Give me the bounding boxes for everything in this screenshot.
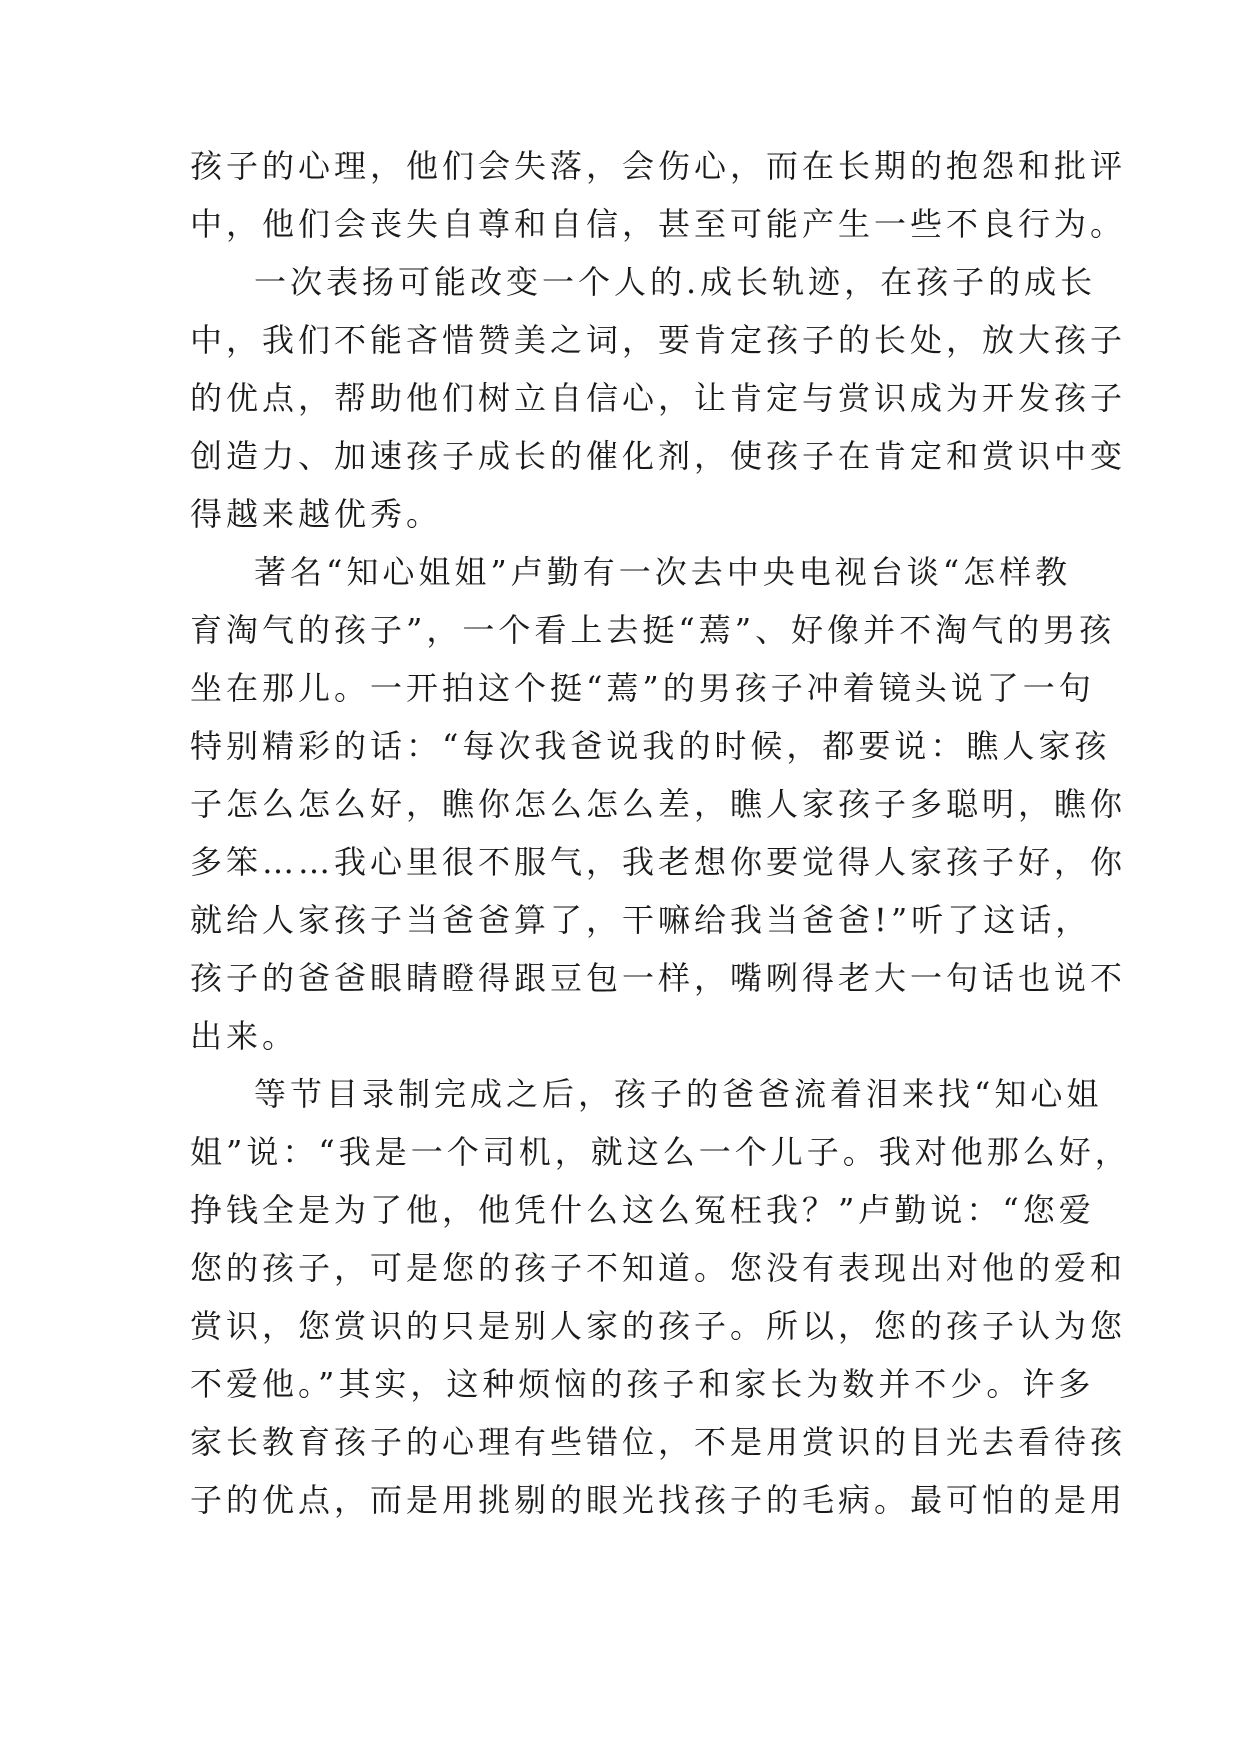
- text-line: 子的优点，而是用挑剔的眼光找孩子的毛病。最可怕的是用: [190, 1481, 1127, 1519]
- text-line: 育淘气的孩子”，一个看上去挺“蔫”、好像并不淘气的男孩: [190, 611, 1116, 649]
- text-line: 创造力、加速孩子成长的催化剂，使孩子在肯定和赏识中变: [190, 437, 1127, 475]
- text-line: 挣钱全是为了他，他凭什么这么冤枉我？”卢勤说：“您爱: [190, 1191, 1095, 1229]
- text-line: 子怎么怎么好，瞧你怎么怎么差，瞧人家孩子多聪明，瞧你: [190, 785, 1127, 823]
- text-line: 孩子的心理，他们会失落，会伤心，而在长期的抱怨和批评: [190, 147, 1127, 185]
- text-line: 一次表扬可能改变一个人的.成长轨迹，在孩子的成长: [254, 263, 1097, 301]
- text-line: 得越来越优秀。: [190, 495, 443, 533]
- text-line: 出来。: [190, 1017, 299, 1055]
- text-line: 等节目录制完成之后，孩子的爸爸流着泪来找“知心姐: [254, 1075, 1103, 1113]
- text-line: 中，他们会丧失自尊和自信，甚至可能产生一些不良行为。: [190, 205, 1127, 243]
- text-line: 的优点，帮助他们树立自信心，让肯定与赏识成为开发孩子: [190, 379, 1127, 417]
- text-line: 坐在那儿。一开拍这个挺“蔫”的男孩子冲着镜头说了一句: [190, 669, 1095, 707]
- text-line: 您的孩子，可是您的孩子不知道。您没有表现出对他的爱和: [190, 1249, 1127, 1287]
- text-line: 不爱他。”其实，这种烦恼的孩子和家长为数并不少。许多: [190, 1365, 1095, 1403]
- text-line: 中，我们不能吝惜赞美之词，要肯定孩子的长处，放大孩子: [190, 321, 1127, 359]
- text-line: 孩子的爸爸眼睛瞪得跟豆包一样，嘴咧得老大一句话也说不: [190, 959, 1127, 997]
- text-line: 赏识，您赏识的只是别人家的孩子。所以，您的孩子认为您: [190, 1307, 1127, 1345]
- text-line: 多笨……我心里很不服气，我老想你要觉得人家孩子好，你: [190, 843, 1127, 881]
- text-line: 姐”说：“我是一个司机，就这么一个儿子。我对他那么好，: [190, 1133, 1131, 1171]
- text-line: 就给人家孩子当爸爸算了，干嘛给我当爸爸!”听了这话，: [190, 901, 1092, 939]
- text-line: 特别精彩的话：“每次我爸说我的时候，都要说：瞧人家孩: [190, 727, 1111, 765]
- text-line: 著名“知心姐姐”卢勤有一次去中央电视台谈“怎样教: [254, 553, 1072, 591]
- text-line: 家长教育孩子的心理有些错位，不是用赏识的目光去看待孩: [190, 1423, 1127, 1461]
